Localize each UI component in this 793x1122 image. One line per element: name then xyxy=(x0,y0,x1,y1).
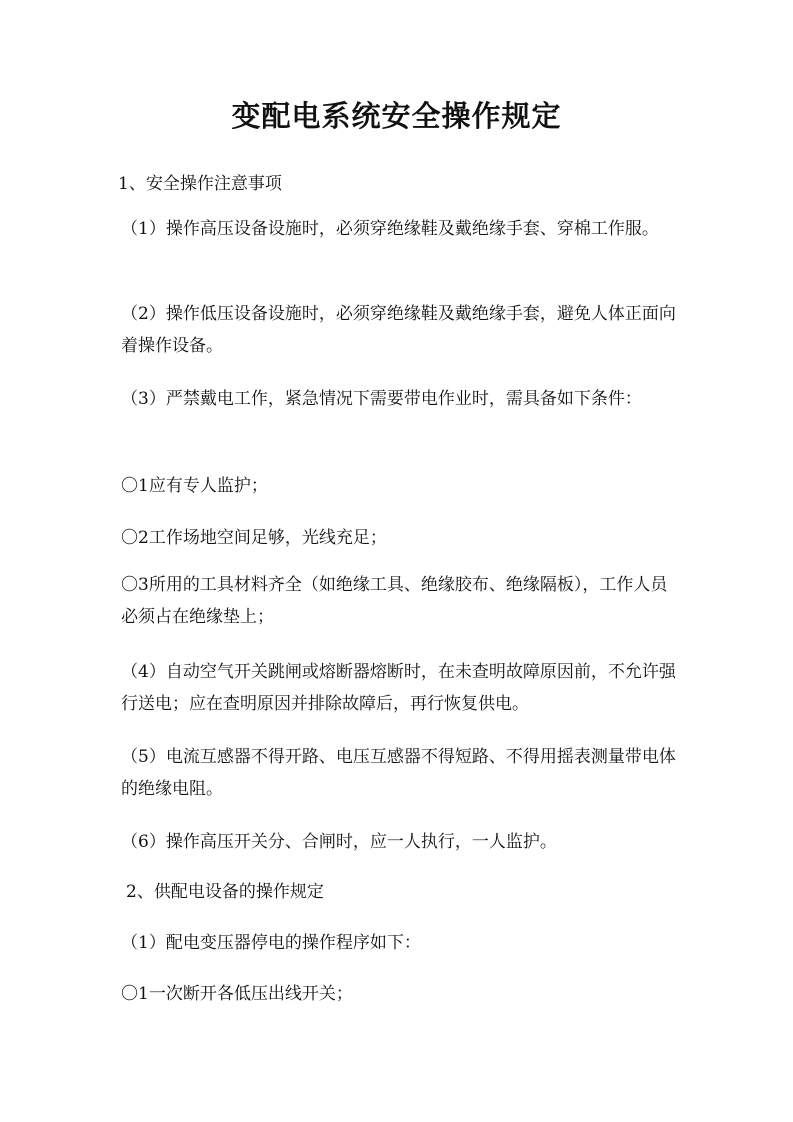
section-heading-2: 2、供配电设备的操作规定 xyxy=(126,882,324,902)
paragraph-item-6: （6）操作高压开关分、合闸时，应一人执行，一人监护。 xyxy=(121,832,557,852)
paragraph-item-5: （5）电流互感器不得开路、电压互感器不得短路、不得用摇表测量带电体的绝缘电阻。 xyxy=(121,747,676,799)
paragraph-item-7: （1）配电变压器停电的操作程序如下： xyxy=(121,933,421,953)
paragraph-subitem-4: 〇1一次断开各低压出线开关； xyxy=(121,984,353,1004)
paragraph-subitem-2: 〇2工作场地空间足够，光线充足； xyxy=(121,528,387,548)
paragraph-item-1: （1）操作高压设备设施时，必须穿绝缘鞋及戴绝缘手套、穿棉工作服。 xyxy=(121,219,659,239)
paragraph-subitem-3: 〇3所用的工具材料齐全（如绝缘工具、绝缘胶布、绝缘隔板），工作人员必须占在绝缘垫上； xyxy=(121,575,668,627)
paragraph-item-2: （2）操作低压设备设施时，必须穿绝缘鞋及戴绝缘手套，避免人体正面向着操作设备。 xyxy=(121,304,676,356)
paragraph-item-4: （4）自动空气开关跳闸或熔断器熔断时，在未查明故障原因前，不允许强行送电；应在查明原因并排除故障后，再行恢复供电。 xyxy=(121,662,676,714)
section-heading-1: 1、安全操作注意事项 xyxy=(118,174,282,194)
document-title: 变配电系统安全操作规定 xyxy=(231,99,562,133)
paragraph-item-3: （3）严禁戴电工作，紧急情况下需要带电作业时，需具备如下条件： xyxy=(121,389,642,409)
paragraph-subitem-1: 〇1应有专人监护； xyxy=(121,476,268,496)
